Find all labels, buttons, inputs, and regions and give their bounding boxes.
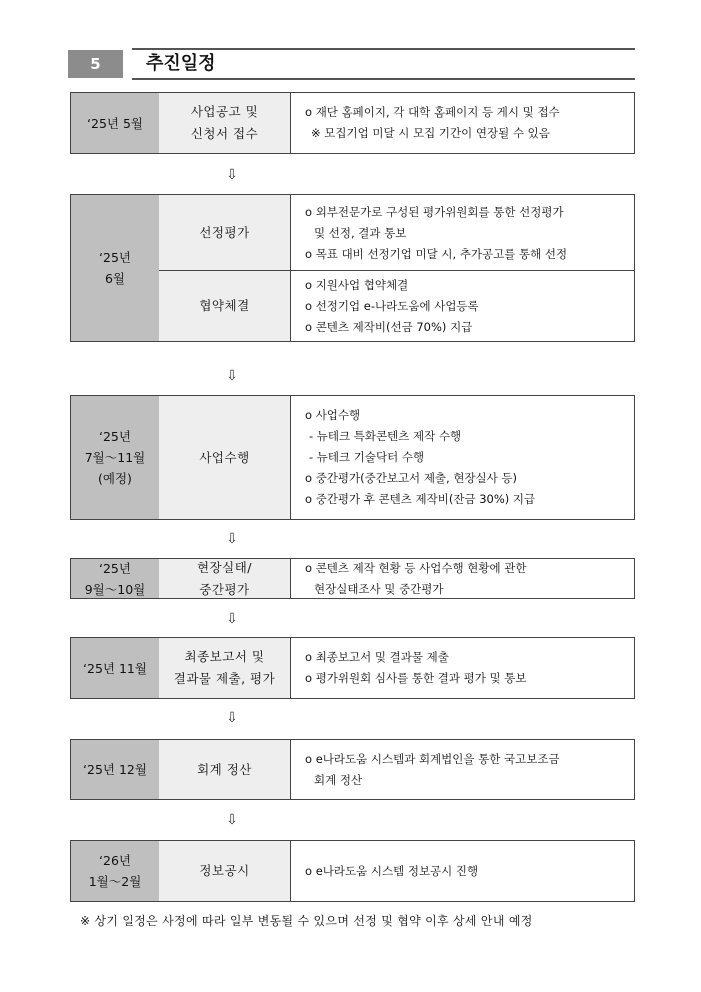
description-line: - 뉴테크 특화콘텐츠 제작 수행 xyxy=(309,429,462,443)
task-label-line: 정보공시 xyxy=(199,863,250,878)
task-description xyxy=(291,559,634,598)
down-arrow-icon: ⇩ xyxy=(226,531,238,547)
task-label-line: 사업수행 xyxy=(199,449,250,465)
task-description xyxy=(291,396,634,519)
section-header xyxy=(68,48,635,80)
description-line: o 외부전문가로 구성된 평가위원회를 통한 선정평가 xyxy=(305,204,564,219)
task-description xyxy=(291,841,634,901)
schedule-row xyxy=(70,395,635,520)
description-line: o 재단 홈페이지, 각 대학 홈페이지 등 게시 및 접수 xyxy=(305,105,560,119)
task-label-text xyxy=(197,557,252,601)
task-label-line: 현장실태/ xyxy=(196,559,252,575)
row-date xyxy=(71,638,160,698)
task-label-line: 최종보고서 및 xyxy=(184,649,265,664)
description-line: 및 선정, 결과 통보 xyxy=(314,225,407,240)
task-label-text xyxy=(197,759,252,781)
row-date-text xyxy=(89,850,142,892)
footnote: ※ 상기 일정은 사정에 따라 일부 변동될 수 있으며 선정 및 협약 이후 상세 안내 예정 xyxy=(80,914,533,928)
row-date xyxy=(71,740,160,799)
description-line: o 콘텐츠 제작 현황 등 사업수행 현황에 관한 xyxy=(305,560,527,575)
date-line: ‘25년 xyxy=(99,250,131,265)
date-line: 7월～11월 xyxy=(84,450,146,465)
row-date-text xyxy=(99,247,131,289)
date-line: ‘25년 xyxy=(99,560,131,576)
header-rule-bottom xyxy=(132,78,635,80)
task-label xyxy=(159,195,291,271)
task-label-text xyxy=(199,295,249,317)
down-arrow-icon: ⇩ xyxy=(226,167,238,183)
schedule-row xyxy=(70,637,635,699)
task-label-text xyxy=(174,646,275,690)
down-arrow-icon: ⇩ xyxy=(226,368,238,384)
date-line: ‘26년 xyxy=(99,853,131,868)
task-description xyxy=(291,740,634,799)
task-label xyxy=(159,93,291,153)
task-label-text xyxy=(199,447,249,469)
row-date-text xyxy=(87,113,143,134)
date-line: 6월 xyxy=(104,271,126,286)
description-line: 회계 정산 xyxy=(314,772,363,787)
description-line: o 선정기업 e-나라도움에 사업등록 xyxy=(305,298,479,313)
task-description xyxy=(291,93,634,153)
description-line: o 지원사업 협약체결 xyxy=(305,277,409,292)
task-label-line: 사업공고 및 xyxy=(190,104,259,119)
schedule-row xyxy=(70,739,635,800)
row-date xyxy=(71,396,160,519)
description-line: - 뉴테크 기술닥터 수행 xyxy=(309,450,425,464)
date-line: ‘25년 5월 xyxy=(87,115,143,131)
task-label xyxy=(159,740,291,799)
task-label xyxy=(159,638,291,698)
description-line: o e나라도움 시스템과 회계법인을 통한 국고보조금 xyxy=(305,751,560,766)
task-label xyxy=(159,271,291,341)
task-description xyxy=(291,195,634,271)
task-description xyxy=(291,638,634,698)
task-label-line: 회계 정산 xyxy=(197,761,252,777)
down-arrow-icon: ⇩ xyxy=(226,611,238,627)
task-label-text xyxy=(191,101,258,145)
section-title: 추진일정 xyxy=(146,53,216,74)
task-label-line: 중간평가 xyxy=(199,581,250,597)
description-line: o 최종보고서 및 결과물 제출 xyxy=(305,650,449,664)
schedule-row xyxy=(70,92,635,154)
row-date xyxy=(71,559,160,598)
description-line: 현장실태조사 및 중간평가 xyxy=(314,581,444,596)
date-line: ‘25년 12월 xyxy=(83,762,147,777)
date-line: 9월～10월 xyxy=(84,581,146,597)
row-date xyxy=(71,195,160,341)
section-number: 5 xyxy=(68,50,123,78)
row-date-text xyxy=(83,658,147,679)
description-line: o 사업수행 xyxy=(305,408,361,422)
description-line: o e나라도움 시스템 정보공시 진행 xyxy=(305,863,479,878)
date-line: (예정) xyxy=(98,471,132,486)
schedule-row xyxy=(70,194,635,342)
task-label-text xyxy=(199,860,249,882)
description-line: o 목표 대비 선정기업 미달 시, 추가공고를 통해 선정 xyxy=(305,246,568,261)
row-date-text xyxy=(85,426,146,489)
task-label-line: 신청서 접수 xyxy=(190,126,259,141)
down-arrow-icon: ⇩ xyxy=(226,710,238,726)
schedule-row xyxy=(70,558,635,599)
task-label-line: 결과물 제출, 평가 xyxy=(173,671,276,686)
down-arrow-icon: ⇩ xyxy=(226,812,238,828)
description-line: o 평가위원회 심사를 통한 결과 평가 및 통보 xyxy=(305,671,527,685)
date-line: 1월～2월 xyxy=(88,874,142,889)
task-label xyxy=(159,841,291,901)
task-label xyxy=(159,559,291,598)
description-line: o 중간평가 후 콘텐츠 제작비(잔금 30%) 지급 xyxy=(305,492,536,506)
task-label xyxy=(159,396,291,519)
task-label-line: 협약체결 xyxy=(199,298,250,313)
task-description xyxy=(291,271,634,341)
date-line: ‘25년 11월 xyxy=(83,660,147,676)
task-label-text xyxy=(199,222,249,244)
schedule-row xyxy=(70,840,635,902)
row-date xyxy=(71,841,160,901)
date-line: ‘25년 xyxy=(99,429,131,444)
description-line: o 중간평가(중간보고서 제출, 현장실사 등) xyxy=(305,471,518,485)
header-rule-top xyxy=(132,48,635,50)
description-line: ※ 모집기업 미달 시 모집 기간이 연장될 수 있음 xyxy=(311,126,550,140)
row-date-text xyxy=(83,759,147,780)
description-line: o 콘텐츠 제작비(선금 70%) 지급 xyxy=(305,319,473,334)
row-date xyxy=(71,93,160,153)
row-date-text xyxy=(85,558,146,600)
task-label-line: 선정평가 xyxy=(199,225,250,240)
